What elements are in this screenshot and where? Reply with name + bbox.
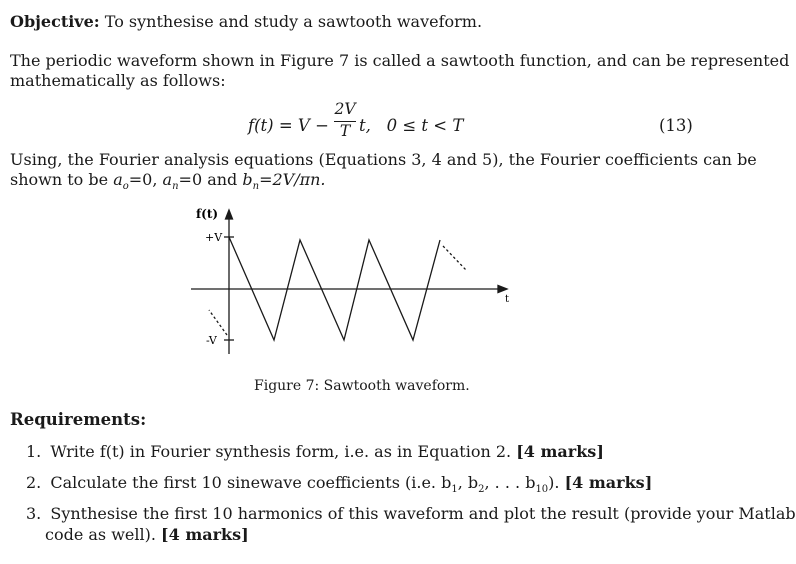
item-number: 1. [26, 442, 42, 461]
item-text-part: Calculate the first 10 sinewave coefficients (i.e. b [50, 473, 452, 492]
equation-lhs: f(t) = V − [248, 116, 329, 135]
item-text-part: ). [548, 473, 560, 492]
requirement-item-3 [26, 503, 796, 524]
item-sub-2: 2 [478, 484, 485, 496]
requirement-item-1 [26, 441, 604, 462]
coef-an: a [162, 170, 173, 189]
item-text: Write f(t) in Fourier synthesis form, i.e. as in Equation 2. [50, 442, 512, 461]
item-marks: [4 marks] [516, 442, 604, 461]
objective-text: To synthesise and study a sawtooth waveform. [104, 12, 483, 31]
y-axis-arrow-icon [226, 210, 233, 219]
equation-denominator: T [339, 122, 351, 140]
coef-a0-value: =0, [128, 170, 163, 189]
requirements-title-text: Requirements: [10, 410, 147, 429]
item-text-part: , . . . b [484, 473, 536, 492]
y-axis-label: f(t) [196, 207, 219, 221]
intro-line-2: mathematically as follows: [10, 71, 226, 90]
item-text-part: , b [457, 473, 479, 492]
item-text [50, 473, 560, 496]
figure-caption: Figure 7: Sawtooth waveform. [254, 378, 470, 394]
item-marks: [4 marks] [161, 525, 249, 544]
coef-bn-value: =2V/πn. [259, 170, 326, 189]
plus-v-label: +V [205, 231, 223, 244]
coef-an-value: =0 and [178, 170, 243, 189]
item-number: 2. [26, 473, 42, 492]
coef-bn-sub: n [252, 181, 260, 193]
objective-label: Objective: [10, 12, 100, 31]
x-axis-arrow-icon [498, 286, 507, 293]
item-text: Synthesise the first 10 harmonics of this waveform and plot the result (provide your Matlab [50, 504, 796, 523]
x-axis-label: t [505, 294, 510, 305]
requirements-title [10, 410, 146, 430]
equation-number: (13) [659, 116, 693, 135]
item-text: code as well). [45, 525, 156, 544]
equation-rhs: t, 0 ≤ t < T [359, 116, 464, 135]
requirement-item-2 [26, 472, 652, 500]
item-number: 3. [26, 504, 42, 523]
coef-bn: b [242, 170, 253, 189]
coef-an-sub: n [172, 181, 179, 193]
item-sub-1: 1 [451, 484, 458, 496]
item-sub-10: 10 [535, 484, 549, 496]
item-marks: [4 marks] [564, 473, 653, 492]
fourier-line-1: Using, the Fourier analysis equations (Equations 3, 4 and 5), the Fourier coefficients can be [10, 150, 757, 169]
coef-a0-sub: o [122, 181, 129, 193]
requirement-item-3-cont [45, 524, 249, 545]
coef-a0: a [113, 170, 123, 189]
minus-v-label: -V [206, 334, 217, 347]
equation-numerator: 2V [334, 100, 356, 118]
intro-line-1: The periodic waveform shown in Figure 7 is called a sawtooth function, and can be represented [10, 51, 790, 70]
fourier-prefix: shown to be [10, 170, 114, 189]
dashed-end [443, 246, 466, 270]
dashed-start [209, 310, 227, 335]
